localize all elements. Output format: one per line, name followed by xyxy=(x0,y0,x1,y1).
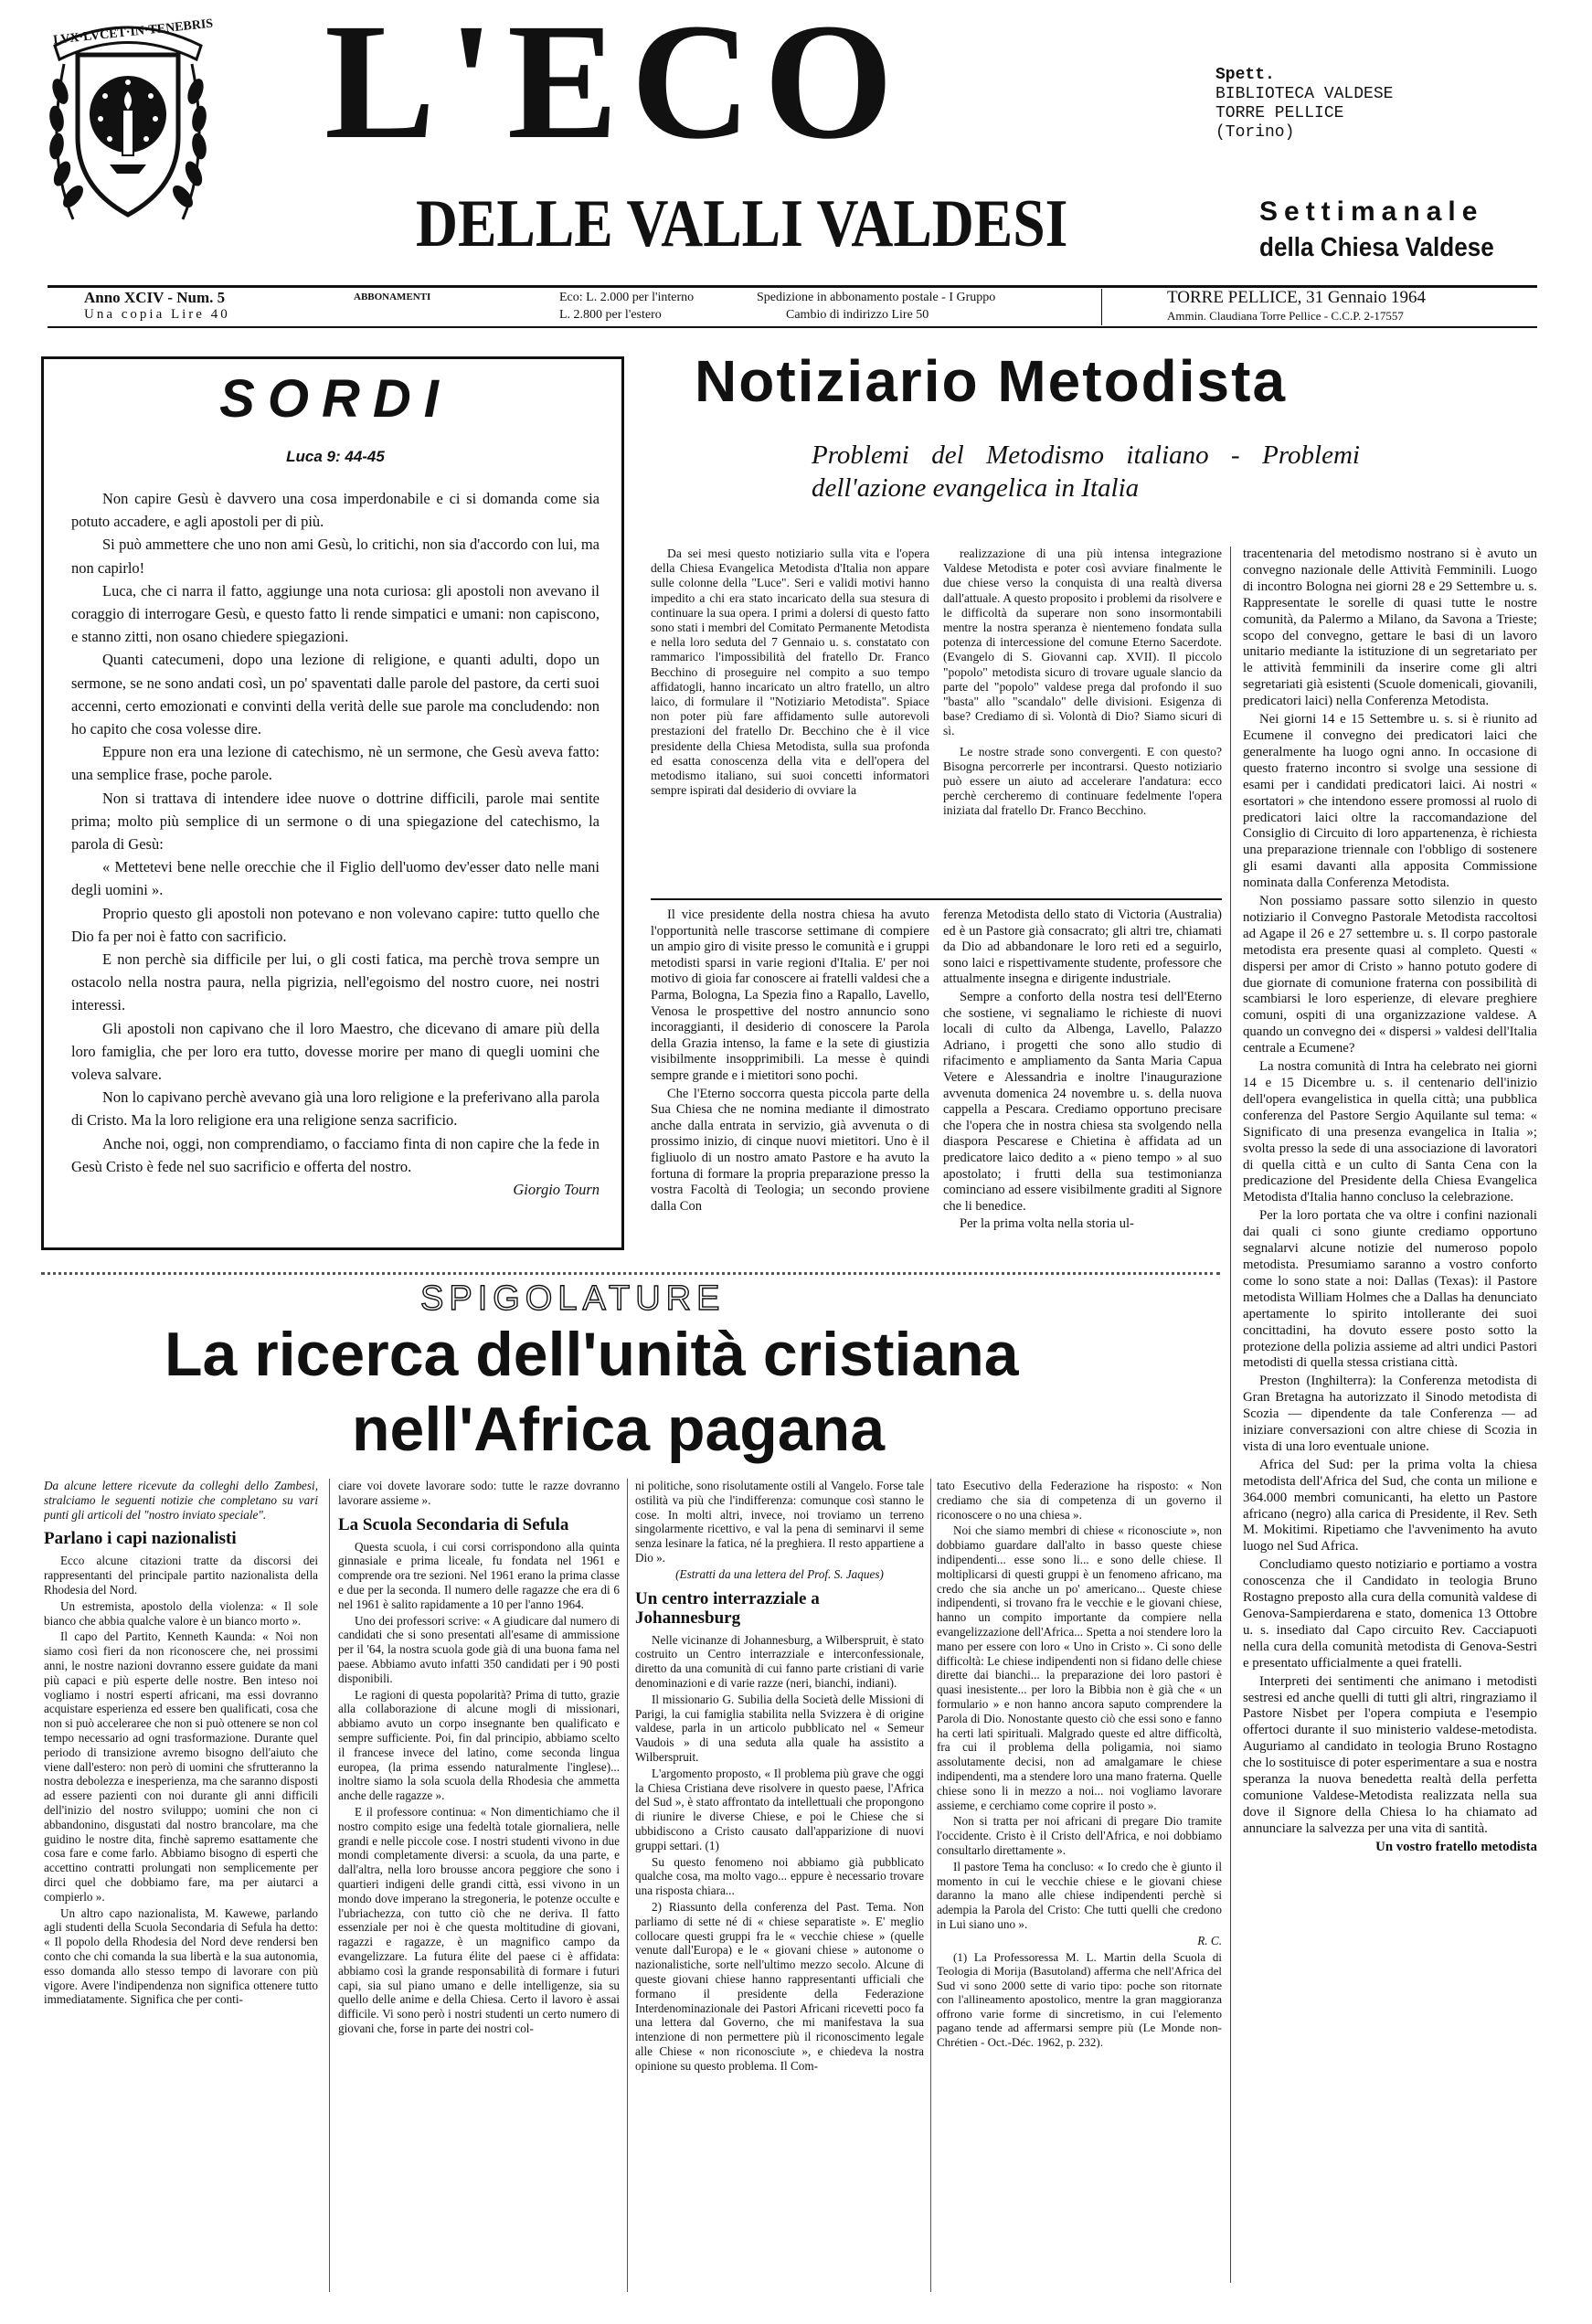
paragraph: Non si tratta per noi africani di pregare Dio tramite l'occidente. Cristo è il Cristo dell'Africa, e noi dobbiamo consultarlo direttamente ». xyxy=(937,1814,1222,1857)
info-bar-rule-bottom xyxy=(48,326,1537,328)
section-separator xyxy=(41,1272,1220,1275)
paragraph: Africa del Sud: per la prima volta la chiesa metodista dell'Africa del Sud, che conta un milione e 364.000 membri comunicanti, ha eletto un Pastore africano (negro) alla carica di Presidente, il Rev. Seth M. Mokitimi. Ripetiamo che l'avvenimento ha avuto luogo nel Sud Africa. xyxy=(1243,1457,1537,1555)
paragraph: Quanti catecumeni, dopo una lezione di religione, e quanti adulti, dopo un sermone, se ne sono andati così, un po' spaventati dalle parole del pastore, da certi suoi accenni, certo emozionati e convinti della verità delle sue parole ma concludendo: non ho capito che cosa volesse dire. xyxy=(71,651,600,738)
paragraph: Noi che siamo membri di chiese « riconosciute », non dobbiamo guardare dall'alto in basso queste chiese indipendenti... esse sono li... e sono delle chiese. Il moltiplicarsi di questi gruppi è un fenomeno africano, ma credo che sia anche un po' americano... Queste chiese indipendenti, si trovano fra le vecchie e le giovani chiese, hanno un compito importante da compiere nella evangelizzazione dell'Africa... Spetta a noi stendere loro la mano per essere con loro « Uno in Cristo ». Ci sono delle difficoltà: Le chiese indipendenti non si fidano delle chiese dirette dai bianchi... la preparazione dei loro pastori è quasi inesistente... per loro la Bibbia non è già che « un formulario » e non hanno ancora saputo comprendere la Parola di Dio. Nonostante questo ciò che essi sono e fanno ha certi lati spirituali. Malgrado queste ed altre difficoltà, fra cui il problema della poligamia, noi siamo assolutamente decisi, non ad amalgamare le chiese indipendenti, ma a stendere loro una mano fraterna. Quelle chiese sono li in mezzo a noi... noi vogliamo lavorare assieme, e cerchiamo come coprire il posto ». xyxy=(937,1523,1222,1812)
paragraph: E non perchè sia difficile per lui, o gli costi fatica, ma perchè trova sempre un ostacolo nella nostra paura, nella pigrizia, nell'egoismo del nostro cuore, nei nostri interessi. xyxy=(71,950,600,1014)
notiziario-col1 xyxy=(651,907,929,1268)
paragraph: Interpreti dei sentimenti che animano i metodisti sestresi ed anche quelli di tutti gli altri, ringraziamo il Pastore Nisbet per l'opera compiuta e l'esempio offertoci durante il suo ministerio valdese-metodista. Auguriamo al candidato in teologia Bruno Rostagno che lo sostituisce di poter esperimentare a sua e nostra speranza la nuova benedetta realtà della perfetta comunione Valdese-Metodista realizzata nella sua dove il Signore della Chiesa lo ha chiamato ad annunciare la salvezza per una vita di santità. xyxy=(1243,1673,1537,1836)
paragraph: ciare voi dovete lavorare sodo: tutte le razze dovranno lavorare assieme ». xyxy=(338,1479,620,1507)
paragraph: Le ragioni di questa popolarità? Prima di tutto, grazie alla collaborazione di alcune mogli di missionari, abbiamo avuto un corpo insegnante ben qualificato e sempre sufficiente. Poi, fin dal principio, abbiamo scelto il francese invece del latino, come seconda lingua europea, (la prima essendo naturalmente l'inglese)... inoltre siamo la sola scuola della Rhodesia che ammetta anche delle ragazze ». xyxy=(338,1687,620,1803)
address-line: Spett. xyxy=(1215,66,1275,84)
paragraph: Non si trattava di intendere idee nuove o dottrine difficili, parole mai sentite prima; molto più semplice di un sermone o di una spiegazione del catechismo, la parola di Gesù: xyxy=(71,789,600,854)
paragraph: ni politiche, sono risolutamente ostili al Vangelo. Forse tale ostilità va più che l'indifferenza: comunque così stanno le cose. In molti altri, invece, noi troviamo un terreno singolarmente ricettivo, e val la pena di seminarvi il seme senza lesinare la fatica, né la preghiera. Il resto appartiene a Dio ». xyxy=(635,1479,924,1565)
paragraph: Proprio questo gli apostoli non potevano e non volevano capire: tutto quello che Dio fa per noi è fatto con sacrificio. xyxy=(71,904,600,945)
paragraph: Questa scuola, i cui corsi corrispondono alla quinta ginnasiale e prima liceale, fu fondata nel 1961 e comprende ora tre sezioni. Nel 1961 erano la prima classe e due per la seconda. Il numero delle ragazze che era di 6 nel 1961 è salito rapidamente a 10 per l'anno 1964. xyxy=(338,1539,620,1611)
address-line: (Torino) xyxy=(1215,123,1295,142)
paragraph: Preston (Inghilterra): la Conferenza metodista di Gran Bretagna ha autorizzato il Sinodo metodista di Scozia — dipendente da tale Conferenza — ad iniziare conversazioni con altre chiese di Scozia in vista di una loro eventuale unione. xyxy=(1243,1374,1537,1454)
paragraph: Nei giorni 14 e 15 Settembre u. s. si è riunito ad Ecumene il convegno dei predicatori laici che generalmente ha luogo ogni anno. In occasione di questo fraterno incontro si svolge una sessione di esami per i candidati predicatori laici. Ai nostri « esortatori » che intendono essere promossi al ruolo di predicatori laici oltre la raccomandazione del Consiglio di Circuito di loro appartenenza, è richiesta una preparazione triennale con l'obbligo di sostenere gli esami davanti alla apposita Commissione nominata dalla Conferenza Metodista. xyxy=(1243,712,1537,891)
section-heading: Un centro interrazziale a Johannesburg xyxy=(635,1588,820,1628)
paragraph: realizzazione di una più intensa integrazione Valdese Metodista e poter così avviare finalmente le due chiese verso la conquista di una realtà diversa dall'attuale. A questo proposito i problemi da risolvere e le difficoltà da superare non sono insormontabili mentre la nostra speranza è nientemeno fondata sulla potenza di intercessione del comune Eterno Sacerdote. (Evangelo di S. Giovanni cap. XVII). Il piccolo "popolo" metodista sicuro di trovare uguale slancio da parte del "popolo" valdese prega dal profondo il suo "basta" allo "scandalo" delle divisioni. Esigenza di base? Crediamo di sì. Volontà di Dio? Siamo sicuri di sì. xyxy=(943,547,1222,738)
paragraph: Da sei mesi questo notiziario sulla vita e l'opera della Chiesa Evangelica Metodista d'Italia non appare sulle colonne della "Luce". Seri e validi motivi hanno impedito a chi era stato incaricato della sua stesura di continuare la sua opera. I primi a dolersi di questo fatto sono stati i membri del Comitato Permanente Metodista e nella loro seduta del 7 Gennaio u. s. constatato con rammarico l'impossibilità del fratello Dr. Franco Becchino di proseguire nel compito a suo tempo affidatogli, hanno incaricato un altro fratello, un altro laico, di formulare il "Notiziario Metodista". Spiace non poter più fare affidamento sulle autorevoli prestazioni del fratello Dr. Becchino che è il vice presidente della Chiesa Metodista, sulla sua profonda ed esatta conoscenza della vita e dell'opera del metodismo italiano, sui suoi concetti informatori sempre ispirati dal desiderio di ovviare la xyxy=(651,547,929,798)
address-change: Cambio di indirizzo Lire 50 xyxy=(786,308,929,322)
subscription-label: ABBONAMENTI xyxy=(354,292,431,302)
candle-emblem-logo xyxy=(37,9,219,238)
paragraph: 2) Riassunto della conferenza del Past. Tema. Non parliamo di sette né di « chiese separatiste ». E' meglio collocare questi gruppi fra le « vecchie chiese » (quelle venute dall'Europa) e le « giovani chiese » autonome o nazionalistiche, sorte nell'ultimo mezzo secolo. Alcune di queste giovani chiese hanno rappresentanti ufficiali che formano il presidente della Federazione Interdenominazionale dei Pastori Africani ricevetti poco fa una lettera dal Governo, che mi manifestava la sua intenzione di non permettere più il riconoscimento legale alle Chiese « non riconosciute », e chiedeva la nostra opinione su questo problema. Il Com- xyxy=(635,1899,924,2073)
notiziario-signature: Un vostro fratello metodista xyxy=(1375,1839,1537,1854)
spigolature-col4 xyxy=(937,1479,1222,2301)
footnote: (1) La Professoressa M. L. Martin della Scuola di Teologia di Morija (Basutoland) afferma che nell'Africa del Sud vi sono 2000 sette di vario tipo: poche son ritornate con l'allineamento apostolico, mentre la gran maggioranza offrono varie forme di sincretismo, in cui l'elemento pagano tende ad affermarsi sempre più (Le Monde non-Chrétien - Oct.-Déc. 1962, p. 232). xyxy=(937,1949,1222,2050)
paragraph: tato Esecutivo della Federazione ha risposto: « Non crediamo che sia di competenza di un governo il riconoscere o no una chiesa ». xyxy=(937,1479,1222,1522)
spigolature-col2 xyxy=(338,1479,620,2301)
paragraph: Un estremista, apostolo della violenza: « Il sole bianco che abbia qualche valore è un bianco morto ». xyxy=(44,1598,318,1628)
sordi-article xyxy=(41,356,624,1250)
paragraph: Le nostre strade sono convergenti. E con questo? Bisogna percorrerle per incontrarsi. Questo notiziario può essere un aiuto ad accelerare l'andatura: ecco perchè cercheremo di continuare fedelmente l'opera iniziata dal fratello Dr. Franco Becchino. xyxy=(943,744,1222,818)
weekly-church-label: della Chiesa Valdese xyxy=(1259,233,1494,262)
notiziario-col2 xyxy=(943,907,1222,1268)
notiziario-intro-rule xyxy=(651,898,1222,900)
paragraph: La nostra comunità di Intra ha celebrato nei giorni 14 e 15 Dicembre u. s. il centenario dell'inizio dell'opera evangelistica in quella città; una pubblica conferenza del Pastore Sergio Aquilante sul tema: « Significato di una presenza evangelica in Italia »; svolta presso la sede di una associazione di lavoratori di quella città e un culto di Santa Cena con la predicazione del Presidente della Chiesa Evangelica Metodista d'Italia hanno concluso la celebrazione. xyxy=(1243,1059,1537,1205)
spigolature-headline-2: nell'Africa pagana xyxy=(352,1395,886,1464)
paragraph: ferenza Metodista dello stato di Victoria (Australia) ed è un Pastore già consacrato; gli altri tre, chiamati da Dio ad abbandonare le loro reti ed a seguirlo, sono laici e rispettivamente studente, professore che attualmente insegna e dirigente industriale. xyxy=(943,907,1222,987)
paragraph: Eppure non era una lezione di catechismo, nè un sermone, che Gesù aveva fatto: una semplice frase, poche parole. xyxy=(71,743,600,784)
article-signature: R. C. xyxy=(1197,1933,1222,1947)
spigolature-col1 xyxy=(44,1479,318,2301)
notiziario-intro-col2 xyxy=(943,547,1222,894)
year-number: Anno XCIV - Num. 5 xyxy=(84,289,226,306)
paragraph: Non possiamo passare sotto silenzio in questo notiziario il Convegno Pastorale Metodista raccoltosi ad Agape il 26 e 27 settembre u. s. Il corpo pastorale metodista era presente quasi al completo. Questi « dispersi per amor di Cristo » hanno potuto godere di due giornate di comunione fraterna con possibilità di scambiarsi le loro esperienze, di elevare preghiere comuni, ospiti di una organizzazione valdese. A quando un convegno dei « dispersi » valdesi dell'Italia centrale a Ecumene? xyxy=(1243,894,1537,1056)
notiziario-subtitle: Problemi del Metodismo italiano - Problemi dell'azione evangelica in Italia xyxy=(812,440,1360,503)
notiziario-intro-col1 xyxy=(651,547,929,894)
paragraph: L'argomento proposto, « Il problema più grave che oggi la Chiesa Cristiana deve risolvere in questo paese, l'Africa del Sud », è stato affrontato da intellettuali che propongono di riunire le diverse Chiese, e poi le Chiese che si ubbidiscono a Cristo causato dall'apparizione di nuovi gruppi settari. (1) xyxy=(635,1766,924,1852)
spigolature-headline-1: La ricerca dell'unità cristiana xyxy=(165,1320,1019,1389)
column-rule xyxy=(329,1479,330,2292)
paragraph: Luca, che ci narra il fatto, aggiunge una nota curiosa: gli apostoli non avevano il coraggio di interrogare Gesù, e questo fatto li rende simpatici e umani: non capiscono, e stanno zitti, non osano chiedere spiegazioni. xyxy=(71,581,600,646)
section-heading: La Scuola Secondaria di Sefula xyxy=(338,1514,569,1534)
address-line: BIBLIOTECA VALDESE xyxy=(1215,85,1394,103)
paragraph: « Mettetevi bene nelle orecchie che il Figlio dell'uomo dev'esser dato nelle mani degli uomini ». xyxy=(71,858,600,899)
paragraph: Anche noi, oggi, non comprendiamo, o facciamo finta di non capire che la fede in Gesù Cristo è fede nel suo sacrificio e offerta del nostro. xyxy=(71,1134,600,1175)
paragraph: Il capo del Partito, Kenneth Kaunda: « Noi non siamo così fieri da non riconoscere che, nei prossimi anni, le nostre nazioni dovranno essere guidate da mani più capaci e più esperte delle nostre. Ben inteso noi vogliamo i nostri esperti africani, ma essi dovranno acquistare esperienza ed essere ben qualificati, cosa che non si può acceleraree che non si può ottenere se non col tempo necessario ad ogni trasformazione. Durante quel periodo di transizione avremo bisogno dell'aiuto che viene dall'estero: non però di uomini che sfrutteranno la nostra debolezza e inesperienza, ma che saranno disposti ad essere pazienti con noi durante gli anni difficili dell'inizio del nostro sviluppo; uomini che non ci abbandonino, disgustati dal nostro brancolare, ma che guidino le nostre dita, finchè sapremo esattamente che cosa fare e come farlo. Abbiamo bisogno di esperti che accettino contratti prolungati non semplicemente per dirci quel che dobbiamo fare, ma per aiutarci a compierlo ». xyxy=(44,1629,318,1904)
notiziario-col3 xyxy=(1243,547,1537,2297)
paragraph: Nelle vicinanze di Johannesburg, a Wilberspruit, è stato costruito un Centro interrazziale e interconfessionale, diretto da una comunità di cui fanno parte cristiani di varie denominazioni e di varie razze (neri, bianchi, indiani). xyxy=(635,1632,924,1690)
motto-text: LVX·LVCET·IN·TENEBRIS xyxy=(52,16,214,48)
place-date: TORRE PELLICE, 31 Gennaio 1964 xyxy=(1167,288,1427,307)
newspaper-subtitle: DELLE VALLI VALDESI xyxy=(416,186,1068,261)
paragraph: Uno dei professori scrive: « A giudicare dal numero di candidati che si sono presentati all'esame di ammissione per il '64, la nostra scuola gode già di una buona fama nel paese. Abbiamo avuto infatti 350 candidati per i 90 posti disponibili. xyxy=(338,1613,620,1685)
paragraph: Il pastore Tema ha concluso: « Io credo che è giunto il momento in cui le vecchie chiese e le giovani chiese daranno la mano alle chiese indipendenti perchè si adempia la Parola del Cristo: Che tutti quelli che credono in Lui siano uno ». xyxy=(937,1859,1222,1931)
column-rule xyxy=(1230,547,1231,2283)
masthead xyxy=(0,0,1592,274)
administration: Ammin. Claudiana Torre Pellice - C.C.P. 2-17557 xyxy=(1167,309,1404,323)
letter-attribution: (Estratti da una lettera del Prof. S. Jaques) xyxy=(675,1566,884,1581)
paragraph: Si può ammettere che uno non ami Gesù, lo critichi, non sia d'accordo con lui, ma non capirlo! xyxy=(71,536,600,577)
address-line: TORRE PELLICE xyxy=(1215,104,1344,122)
info-bar-divider xyxy=(1101,289,1102,325)
newspaper-title: L'ECO xyxy=(324,0,907,174)
paragraph: tracentenaria del metodismo nostrano si è avuto un convegno nazionale delle Attività Femminili. Luogo di incontro Bologna nei giorni 28 e 29 Settembre u. s. Rappresentate le sorelle di quasi tutte le nostre comunità, da Palermo a Milano, da Savona a Trieste; scopo del convegno, gettare le basi di un lavoro unitario mediante la istituzione di un segretariato per le attività femminili da inserire come gli altri segretariati già esistenti (Scuole domenicali, giovanili, predicatori laici) nella Conferenza Metodista. xyxy=(1243,547,1537,709)
spigolature-intro: Da alcune lettere ricevute da colleghi dello Zambesi, stralciamo le seguenti notizie che completano su vari punti gli articoli del "nostro inviato speciale". xyxy=(44,1479,318,1522)
sordi-reference: Luca 9: 44-45 xyxy=(286,448,385,465)
paragraph: Il vice presidente della nostra chiesa ha avuto l'opportunità nelle trascorse settimane di compiere un ampio giro di visite presso le comunità e i gruppi metodisti sparsi in varie regioni d'Italia. E' per noi motivo di gioia far conoscere ai fratelli valdesi che a Parma, Bologna, La Spezia fino a Rapallo, Lavello, Venosa le prospettive del nostro annuncio sono incoraggianti, il desiderio di conoscere la Parola della Grazia intenso, la fame e la sete di giustizia visibilmente insopprimibili. La messe è quindi sempre grande e i mietitori sono pochi. xyxy=(651,907,929,1083)
sordi-title: SORDI xyxy=(219,369,451,429)
paragraph: Che l'Eterno soccorra questa piccola parte della Sua Chiesa che ne nomina mediante il dimostrato anche dalla entrata in servizio, già avvenuta o di prossimo inizio, di cinque nuovi mietitori. Uno è il figliuolo di un nostro amato Pastore e ha avuto la fortuna di formare la propria preparazione presso la vostra Facoltà di Teologia; un secondo proviene dalla Con xyxy=(651,1086,929,1214)
paragraph: Gli apostoli non capivano che il loro Maestro, che dicevano di amare più della loro famiglia, che per loro era tutto, dovesse morire per mano di quegli uomini che voleva salvare. xyxy=(71,1019,600,1084)
address-block xyxy=(1215,66,1563,143)
copy-price: Una copia Lire 40 xyxy=(84,307,230,322)
subscription-price-abroad: L. 2.800 per l'estero xyxy=(559,308,662,322)
paragraph: Non lo capivano perchè avevano già una loro religione e la preferivano alla parola di Cristo. Ma la loro religione era una religione senza sacrificio. xyxy=(71,1088,600,1130)
paragraph: Sempre a conforto della nostra tesi dell'Eterno che sostiene, vi segnaliamo le richieste di nuovi locali di culto da Albenga, Lavello, Palazzo Adriano, i progetti che sono allo studio di rifacimento e ampliamento da Santa Maria Capua Vetere e Alessandria e inoltre l'inaugurazione avvenuta domenica 24 novembre u. s. della nuova cappella a Pescara. Crediamo opportuno precisare che l'opera che in nostra chiesa sta svolgendo nella diaspora Pescarese e Chietina è affidata ad un predicatore laico dedito a « pieno tempo » al suo apostolato; i frutti della sua testimonianza cominciano ad essere visibilmente graditi al Signore che li benedice. xyxy=(943,989,1222,1214)
subscription-price-italy: Eco: L. 2.000 per l'interno xyxy=(559,291,695,304)
paragraph: Non capire Gesù è davvero una cosa imperdonabile e ci si domanda come sia potuto accadere, e agli apostoli per di più. xyxy=(71,490,600,531)
spigolature-kicker: SPIGOLATURE xyxy=(420,1279,726,1318)
notiziario-title: Notiziario Metodista xyxy=(695,348,1288,414)
spigolature-col3 xyxy=(635,1479,924,2301)
paragraph: Il missionario G. Subilia della Società delle Missioni di Parigi, la cui famiglia stabilita nella Svizzera è di origine valdese, parla in un articolo pubblicato nel « Semeur Vaudois » di una seduta alla quale ha assistito a Wilberspruit. xyxy=(635,1692,924,1764)
paragraph: Su questo fenomeno noi abbiamo già pubblicato qualche cosa, ma molto vago... eppure è necessario trovare una risposta chiara... xyxy=(635,1854,924,1898)
column-rule xyxy=(627,1479,628,2292)
paragraph: Per la prima volta nella storia ul- xyxy=(960,1216,1134,1232)
paragraph: Per la loro portata che va oltre i confini nazionali dai quali ci sono giunte crediamo opportuno segnalarvi alcune notizie del numeroso popolo metodista. Presumiamo saranno a vostro conforto come lo sono state a noi: Dallas (Texas): il Pastore metodista William Holmes che a Dallas ha denunciato apertamente lo spirito intollerante dei suoi concittadini, ha dovuto essere posto sotto la protezione della polizia assieme ad altri undici Pastori metodisti di quella stessa cristiana città. xyxy=(1243,1208,1537,1371)
sordi-signature: Giorgio Tourn xyxy=(513,1181,600,1199)
sordi-body xyxy=(71,487,600,1218)
section-heading: Parlano i capi nazionalisti xyxy=(44,1529,237,1549)
column-rule xyxy=(930,1479,931,2292)
paragraph: Un altro capo nazionalista, M. Kawewe, parlando agli studenti della Scuola Secondaria di Sefula ha detto: « Il popolo della Rhodesia del Nord deve rendersi ben conto che chi comanda la sua libertà e la sua autonomia, esso domanda allo stesso tempo di lavorare con più vigore. Avere l'indipendenza non significa ottenere tutto immediatamente. Significa che per conti- xyxy=(44,1905,318,2007)
paragraph: Concludiamo questo notiziario e portiamo a vostra conoscenza che il Candidato in teologia Bruno Rostagno preposto alla cura della comunità valdese di Genova-Sampierdarena e stato, domenica 13 Ottobre u. s. insediato dal Capo circuito Rev. Cacciapuoti nella cura della comunità metodista di Genova-Sestri e presentato ufficialmente a quei fratelli. xyxy=(1243,1557,1537,1671)
postal-line: Spedizione in abbonamento postale - I Gruppo xyxy=(757,291,996,304)
paragraph: E il professore continua: « Non dimentichiamo che il nostro compito esige una fedeltà totale giornaliera, nelle grandi e nelle piccole cose. I nostri studenti vivono in due mondi completamente diversi: a scuola, da una parte, e dall'altra, nella loro brousse ancora peggiore che sono i quartieri indigeni delle grandi città, essi vivono in un mondo dove imperano la stregoneria, le potenze occulte e l'ubriachezza, con tutto ciò che ne deriva. Il fatto essenziale per noi è che questa moltitudine di giovani, ragazzi e ragazze, è un magnifico campo da evangelizzare. La futura élite del paese ci è affidata: abbiamo così la grande responsabilità di formare i futuri capi, sia sul piano umano e delle intelligenze, sia su quello delle anime e della Chiesa. Certo il lavoro è assai difficile. Vi sono però i nostri studenti un certo numero di giovani che, forse in parte dei nostri col- xyxy=(338,1804,620,2035)
info-bar xyxy=(48,289,1537,325)
paragraph: Ecco alcune citazioni tratte da discorsi dei rappresentanti del principale partito nazionalista della Rhodesia del Nord. xyxy=(44,1554,318,1597)
weekly-label: Settimanale xyxy=(1259,196,1484,227)
